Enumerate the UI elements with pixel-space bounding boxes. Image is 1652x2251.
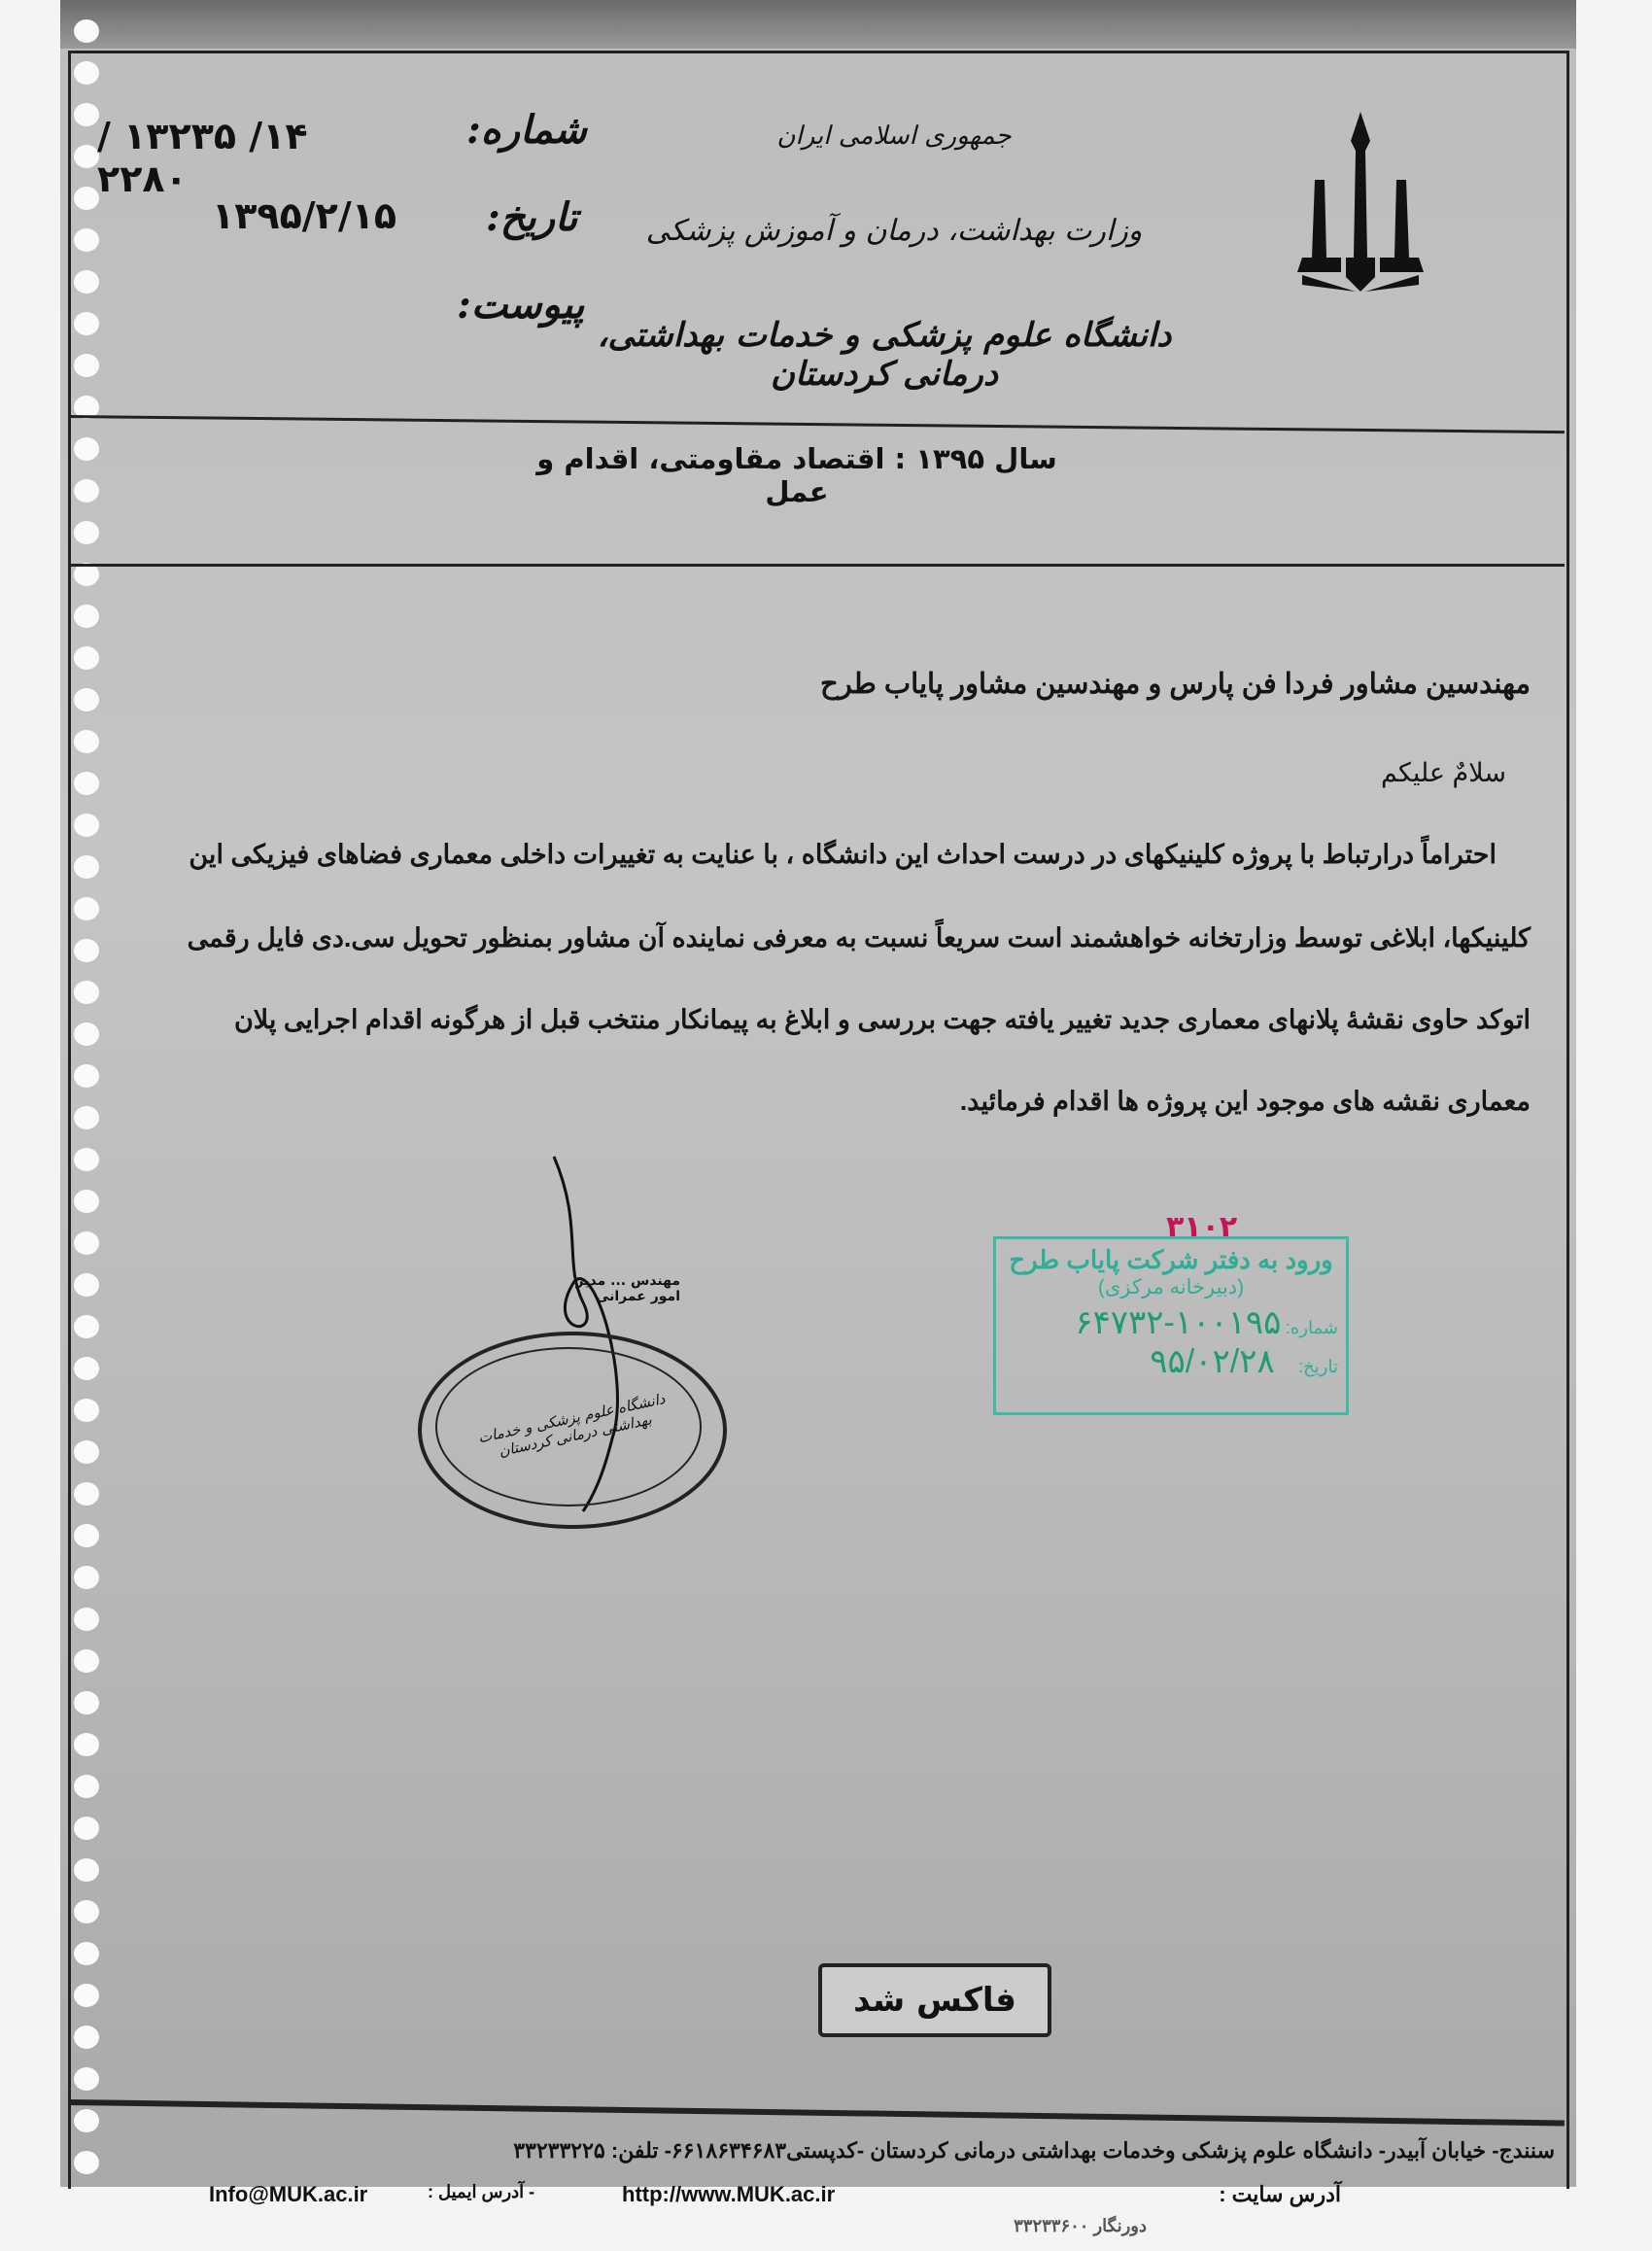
footer-fax: دورنگار ۳۳۲۳۳۶۰۰ bbox=[1014, 2216, 1147, 2235]
stamp-subtitle: (دبیرخانه مرکزی) bbox=[1097, 1276, 1245, 1299]
footer-address: سنندج- خیابان آبیدر- دانشگاه علوم پزشکی وخدمات بهداشتی درمانی کردستان -کدپستی۶۶۱۸۶۳۴۶۸۳- تلفن: ۳۳۲۳۳۲۲۵ bbox=[513, 2138, 1555, 2163]
binder-hole bbox=[74, 270, 99, 294]
binder-hole bbox=[74, 2109, 99, 2132]
binder-hole bbox=[74, 1775, 99, 1798]
handwritten-annotation: ۳۱۰۲ bbox=[1166, 1210, 1238, 1244]
binder-hole bbox=[74, 1399, 99, 1422]
footer-website[interactable]: http://www.MUK.ac.ir bbox=[622, 2182, 836, 2206]
scan-shadow bbox=[60, 0, 1576, 49]
binder-hole bbox=[74, 437, 99, 461]
body-line-1: احتراماً درارتباط با پروژه کلینیکهای در درست احداث این دانشگاه ، با عنایت به تغییرات داخلی معماری فضاهای فیزیکی این bbox=[189, 840, 1497, 869]
binder-hole bbox=[74, 772, 99, 795]
stamp-date-label: تاریخ: bbox=[1298, 1357, 1338, 1376]
footer-email[interactable]: Info@MUK.ac.ir bbox=[209, 2182, 368, 2206]
binder-hole bbox=[74, 1900, 99, 1923]
signer-text: مهندس ... مدیر امور عمرانی bbox=[575, 1273, 680, 1304]
binder-hole bbox=[74, 145, 99, 168]
binder-hole bbox=[74, 897, 99, 920]
binder-hole bbox=[74, 1148, 99, 1171]
binder-hole bbox=[74, 646, 99, 670]
binder-hole bbox=[74, 730, 99, 753]
binder-hole bbox=[74, 1273, 99, 1297]
number-label: شماره: bbox=[466, 107, 587, 153]
body-line-3: اتوکد حاوی نقشهٔ پلانهای معماری جدید تغییر یافته جهت بررسی و ابلاغ به پیمانکار منتخب قبل از هرگونه اقدام اجرایی پلان bbox=[233, 1005, 1531, 1034]
binder-hole bbox=[74, 1440, 99, 1464]
seal-text: دانشگاه علوم پزشکی و خدمات بهداشتی درمانی کردستان bbox=[476, 1390, 667, 1461]
binder-hole bbox=[74, 312, 99, 335]
stamp-title: ورود به دفتر شرکت پایاب طرح bbox=[1009, 1245, 1333, 1274]
binder-hole bbox=[74, 521, 99, 544]
binder-hole bbox=[74, 1231, 99, 1255]
binder-hole bbox=[74, 1482, 99, 1506]
binder-hole bbox=[74, 1022, 99, 1046]
binder-hole bbox=[74, 2026, 99, 2049]
body-line-2: کلینیکها، ابلاغی توسط وزارتخانه خواهشمند است سریعاً نسبت به معرفی نماینده آن مشاور بمنظور تحویل سی.دی فایل رقمی bbox=[187, 923, 1531, 952]
binder-hole bbox=[74, 1357, 99, 1380]
stamp-number: ۱۰۰۱۹۵-۶۴۷۳۲ bbox=[1075, 1304, 1282, 1341]
stamp-number-label: شماره: bbox=[1285, 1318, 1338, 1337]
binder-hole bbox=[74, 1817, 99, 1840]
binder-hole bbox=[74, 103, 99, 126]
letter-date: ۱۳۹۵/۲/۱۵ bbox=[212, 194, 397, 237]
attachment-label: پیوست: bbox=[457, 282, 585, 328]
binder-hole bbox=[74, 61, 99, 85]
fax-sent-stamp: فاکس شد bbox=[818, 1963, 1051, 2037]
recipient: مهندسین مشاور فردا فن پارس و مهندسین مشاور پایاب طرح bbox=[819, 669, 1531, 700]
body-line-4: معماری نقشه های موجود این پروژه ها اقدام فرمائید. bbox=[959, 1087, 1531, 1116]
university-title: دانشگاه علوم پزشکی و خدمات بهداشتی، درمانی کردستان bbox=[597, 316, 1172, 394]
letter-number: ۱۴/ ۱۳۲۳۵ / ۲۲۸۰ bbox=[97, 115, 308, 200]
footer-website-label: آدرس سایت : bbox=[1219, 2182, 1341, 2206]
footer-email-label: - آدرس ایمیل : bbox=[428, 2182, 535, 2201]
binder-hole bbox=[74, 605, 99, 628]
binder-hole bbox=[74, 479, 99, 502]
binder-hole bbox=[74, 1190, 99, 1213]
binder-hole bbox=[74, 1524, 99, 1547]
binder-hole bbox=[74, 354, 99, 377]
binder-hole bbox=[74, 19, 99, 43]
greeting: سلامٌ علیکم bbox=[1380, 758, 1506, 787]
binder-hole bbox=[74, 688, 99, 711]
binder-hole bbox=[74, 814, 99, 837]
year-slogan: سال ۱۳۹۵ : اقتصاد مقاومتی، اقدام و عمل bbox=[536, 442, 1057, 508]
binder-hole bbox=[74, 939, 99, 962]
university-emblem-icon bbox=[1297, 112, 1424, 292]
binder-hole bbox=[74, 1733, 99, 1756]
binder-hole bbox=[74, 1691, 99, 1714]
binder-hole bbox=[74, 1064, 99, 1088]
date-label: تاریخ: bbox=[486, 194, 578, 240]
stamp-date: ۹۵/۰۲/۲۸ bbox=[1150, 1343, 1275, 1380]
binder-hole bbox=[74, 1608, 99, 1631]
binder-hole bbox=[74, 1649, 99, 1673]
binder-hole bbox=[74, 228, 99, 252]
binder-hole bbox=[74, 1984, 99, 2007]
binder-hole bbox=[74, 1942, 99, 1965]
receipt-stamp bbox=[993, 1236, 1349, 1415]
binder-hole bbox=[74, 1858, 99, 1882]
binder-hole bbox=[74, 187, 99, 210]
binder-hole bbox=[74, 2067, 99, 2091]
binder-hole bbox=[74, 981, 99, 1004]
binder-hole bbox=[74, 855, 99, 879]
binder-hole bbox=[74, 2151, 99, 2174]
republic-title: جمهوری اسلامی ایران bbox=[776, 121, 1012, 151]
binder-hole bbox=[74, 1566, 99, 1589]
slogan-divider bbox=[68, 564, 1565, 567]
ministry-title: وزارت بهداشت، درمان و آموزش پزشکی bbox=[645, 214, 1143, 248]
binder-hole bbox=[74, 1315, 99, 1338]
binder-hole bbox=[74, 1106, 99, 1129]
